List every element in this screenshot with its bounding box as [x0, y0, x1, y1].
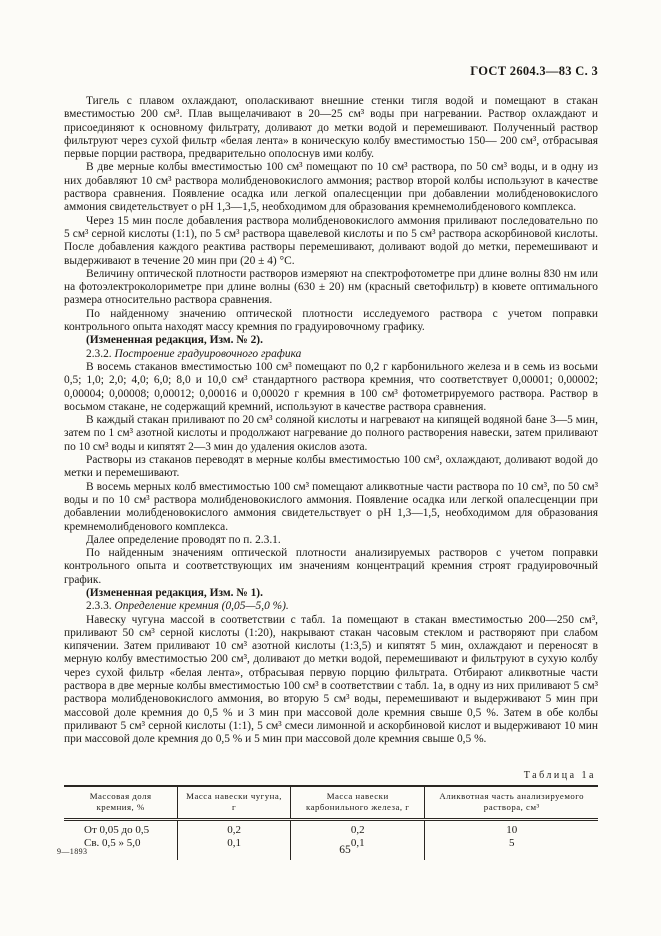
table-header-row — [64, 786, 598, 820]
section-heading — [64, 348, 598, 361]
table-cell: Св. 0,5 » 5,0 — [84, 837, 141, 849]
section-title: Построение градуировочного графика — [114, 347, 302, 360]
paragraph: По найденному значению оптической плотности исследуемого раствора с учетом поправки контрольного опыта находят массу кремния по градуировочному графику. — [64, 307, 598, 334]
paragraph: Величину оптической плотности растворов измеряют на спектрофотометре при длине волны 830 нм или на фотоэлектроколориметре при длине волны (630 ± 20) нм (красный светофильтр) в кювете оптимального размера относительно раствора сравнения. — [64, 267, 598, 307]
paragraph: Навеску чугуна массой в соответствии с табл. 1а помещают в стакан вместимостью 200—250 см³, приливают 50 см³ серной кислоты (1:20), накрывают стакан часовым стеклом и растворяют при слабом кипячении. Затем приливают 10 см³ азотной кислоты (1:3,5) и кипятят 5 мин, охлаждают и переносят в мерную колбу вместимостью 200 см³, доливают до метки водой, перемешивают и фильтруют в сухую колбу через сухой фильтр «белая лента», отбрасывая первую порцию фильтрата. Отбирают аликвотные части раствора в две мерные колбы вместимостью 100 см³ в соответствии с табл. 1а, в одну из них приливают 5 см³ раствора молибденовокислого аммония, во вторую 5 см³ воды, перемешивают и выдерживают 5 мин при массовой доле кремния до 0,5 % и 3 мин при массовой доле кремния свыше 0,5 %. Затем в обе колбы приливают 5 см³ серной кислоты (1:1), 5 см³ смеси лимонной и аскорбиновой кислот и выдерживают 10 мин при массовой доле кремния до 0,5 % и 5 мин при массовой доле кремния свыше 0,5 %. — [64, 613, 598, 746]
paragraph: Через 15 мин после добавления раствора молибденовокислого аммония приливают последовательно по 5 см³ серной кислоты (1:1), по 5 см³ раствора щавелевой кислоты и по 5 см³ раствора аскорбиновой кислоты. После добавления каждого реактива растворы перемешивают, доливают водой до метки, перемешивают и выдерживают в течение 20 мин при (20 ± 4) °С. — [64, 214, 598, 267]
amendment-note: (Измененная редакция, Изм. № 1). — [86, 586, 263, 599]
column-header: Масса навески карбонильного железа, г — [290, 786, 425, 820]
paragraph: Тигель с плавом охлаждают, ополаскивают внешние стенки тигля водой и помещают в стакан вместимостью 200 см³. Плав выщелачивают в 20—25 см³ воды при нагревании. Раствор охлаждают и присоединяют к основному фильтрату, доливают до метки водой и перемешивают. Полученный раствор фильтруют через сухой фильтр «белая лента» в коническую колбу вместимостью 150— 200 см³, отбрасывая первые порции раствора, предварительно ополоснув ими колбу. — [64, 95, 598, 161]
print-order-number: 9—1893 — [57, 847, 88, 856]
column-header: Массовая доля кремния, % — [64, 786, 178, 820]
page-number: 65 — [339, 844, 351, 856]
paragraph: В восемь мерных колб вместимостью 100 см³ помещают аликвотные части раствора по 10 см³, по 50 см³ воды и по 10 см³ раствора молибденовокислого аммония. Появление осадка или легкой опалесценции при добавлении молибденовокислого аммония свидетельствует о рН 1,3—1,5, необходимом для образования кремнемолибденового комплекса. — [64, 480, 598, 533]
section-number: 2.3.2. — [86, 347, 112, 360]
table-cell: 0,1 — [178, 837, 291, 860]
paragraph: По найденным значениям оптической плотности анализируемых растворов с учетом поправки контрольного опыта и соответствующих им значениям концентраций кремния строят градуировочный график. — [64, 547, 598, 586]
paragraph: В каждый стакан приливают по 20 см³ соляной кислоты и нагревают на кипящей водяной бане 3—5 мин, затем по 1 см³ азотной кислоты и продолжают нагревание до полного растворения навески, затем приливают по 10 см³ воды и кипятят 2—3 мин до удаления окислов азота. — [64, 414, 598, 453]
table-cell: От 0,05 до 0,5 — [84, 824, 150, 836]
column-header: Аликвотная часть анализируемого раствора, см³ — [425, 786, 598, 820]
table-cell: 5 — [425, 837, 598, 860]
section-heading — [64, 600, 598, 613]
amendment-note: (Измененная редакция, Изм. № 2). — [86, 334, 263, 347]
section-title: Определение кремния (0,05—5,0 %). — [114, 600, 289, 613]
table-row — [64, 820, 598, 838]
table-cell: 10 — [425, 820, 598, 838]
body-text — [64, 95, 598, 771]
table-cell: 0,1 — [290, 837, 425, 860]
paragraph: В две мерные колбы вместимостью 100 см³ помещают по 10 см³ раствора, по 50 см³ воды, и в одну из них добавляют 10 см³ раствора молибденовокислого аммония; раствор второй колбы используют в качестве раствора сравнения. Появление осадка или легкой опалесценции при добавлении молибденовокислого аммония свидетельствует о рН 1,3—1,5, необходимом для образования кремнемолибденового комплекса. — [64, 161, 598, 214]
table-cell: 0,2 — [290, 820, 425, 838]
section-number: 2.3.3. — [86, 600, 112, 613]
paragraph: Растворы из стаканов переводят в мерные колбы вместимостью 100 см³, охлаждают, доливают водой до метки и перемешивают. — [64, 454, 598, 480]
document-header: ГОСТ 2604.3—83 С. 3 — [470, 64, 598, 78]
paragraph: В восемь стаканов вместимостью 100 см³ помещают по 0,2 г карбонильного железа и в семь из восьми 0,5; 1,0; 2,0; 4,0; 6,0; 8,0 и 10,0 см³ стандартного раствора кремния, что соответствует 0,00001; 0,00002; 0,00004; 0,00008; 0,00012; 0,00016 и 0,00020 г кремния в 100 см³ фотометрируемого раствора. Раствор в восьмом стакане, не содержащий кремний, используют в качестве раствора сравнения. — [64, 360, 598, 413]
table-label: Таблица 1а — [523, 770, 596, 781]
table-cell: 0,2 — [178, 820, 291, 838]
column-header: Масса навески чугуна, г — [178, 786, 291, 820]
paragraph: Далее определение проводят по п. 2.3.1. — [86, 533, 281, 546]
